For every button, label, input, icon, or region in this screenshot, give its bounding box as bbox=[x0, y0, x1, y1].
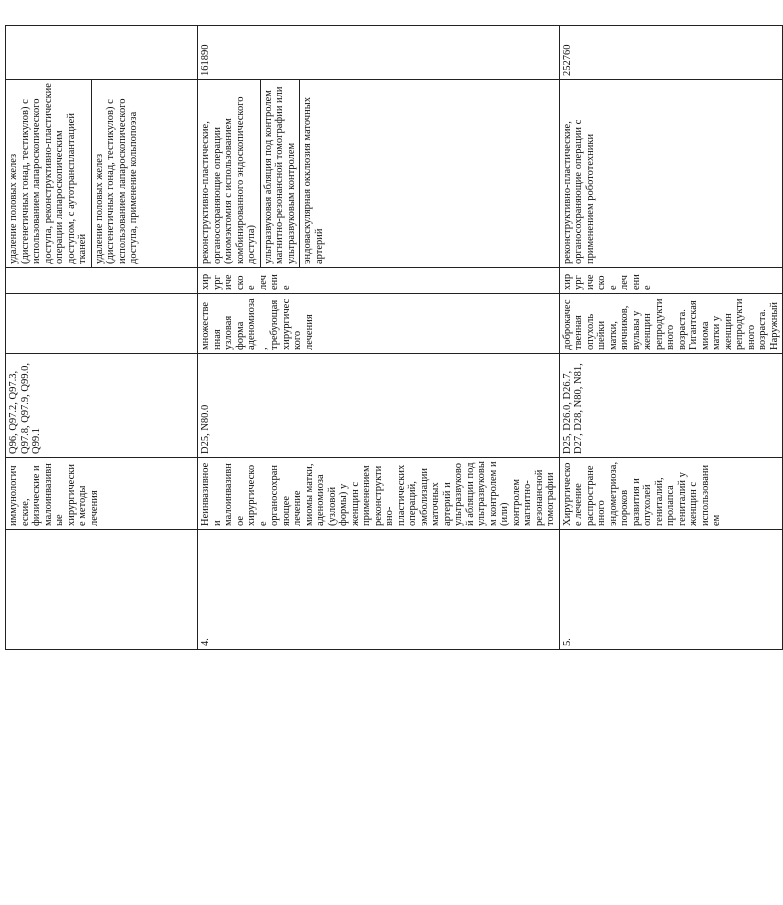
method-item: ультразвуковая абляция под контролем магнитно-резонансной томографии или ультразвуковым контролем bbox=[261, 80, 301, 267]
service-name: иммунологические, физические и малоинвазивные хирургические методы лечения bbox=[6, 458, 198, 530]
medical-services-table bbox=[5, 25, 783, 650]
icd-codes: D25, D26.0, D26.7, D27, D28, N80, N81, bbox=[559, 354, 783, 458]
icd-codes: Q96, Q97.2, Q97.3, Q97.8, Q97.9, Q99.0, Q99.1 bbox=[6, 354, 198, 458]
method-item: реконструктивно-пластические, органосохраняющие операции с применением робототехники bbox=[561, 119, 596, 264]
method-item: эндоваскулярная окклюзия маточных артерий bbox=[302, 96, 325, 264]
treatment-type: хирургическое лечение bbox=[559, 268, 783, 294]
price: 252760 bbox=[559, 26, 783, 80]
table-row bbox=[6, 26, 198, 650]
table-row bbox=[559, 26, 783, 650]
table-row bbox=[198, 26, 560, 650]
treatment-methods bbox=[6, 80, 198, 268]
service-name: Неинвазивное и малоинвазивное хирургическое органосохраняющее лечение миомы матки, аденомиоза (узловой формы) у женщин с применением реконструктивно-пластических операций, эмболизации маточных артерий и ультразвуковой абляции под ультразвуковым контролем и (или) контролем магнитно-резонансной томографии bbox=[198, 458, 560, 530]
row-number bbox=[6, 530, 198, 650]
treatment-type: хирургическое лечение bbox=[198, 268, 560, 294]
treatment-type bbox=[6, 268, 198, 294]
row-number: 4. bbox=[198, 530, 560, 650]
patient-model bbox=[6, 294, 198, 354]
row-number: 5. bbox=[559, 530, 783, 650]
treatment-methods bbox=[559, 80, 783, 268]
icd-codes: D25, N80.0 bbox=[198, 354, 560, 458]
service-name: Хирургическое лечение распространенного эндометриоза, пороков развития и опухолей гениталий, пролапса гениталий у женщин с использованием bbox=[559, 458, 783, 530]
method-item: удаление половых желез (дисгенетичных гонад, тестикулов) с использованием лапароскопического доступа, реконструктивно-пластические операции лапароскопическим доступом, с аутотрансплантацией тканей bbox=[6, 80, 92, 267]
method-item: удаление половых желез (дисгенетичных гонад, тестикулов) с использованием лапароскопического доступа, применение кольпопоэза bbox=[93, 98, 139, 264]
patient-model: доброкачественная опухоль шейки матки, яичников, вульвы у женщин репродуктивного возраста. Гигантская миома матки у женщин репродуктивного возраста. Наружный bbox=[559, 294, 783, 354]
price bbox=[6, 26, 198, 80]
treatment-methods bbox=[198, 80, 560, 268]
method-item: реконструктивно-пластические, органосохраняющие операции (миомэктомия с использованием комбинированного эндоскопического доступа) bbox=[198, 80, 261, 267]
patient-model: множественная узловая форма аденомиоза, требующая хирургического лечения bbox=[198, 294, 560, 354]
price: 161890 bbox=[198, 26, 560, 80]
